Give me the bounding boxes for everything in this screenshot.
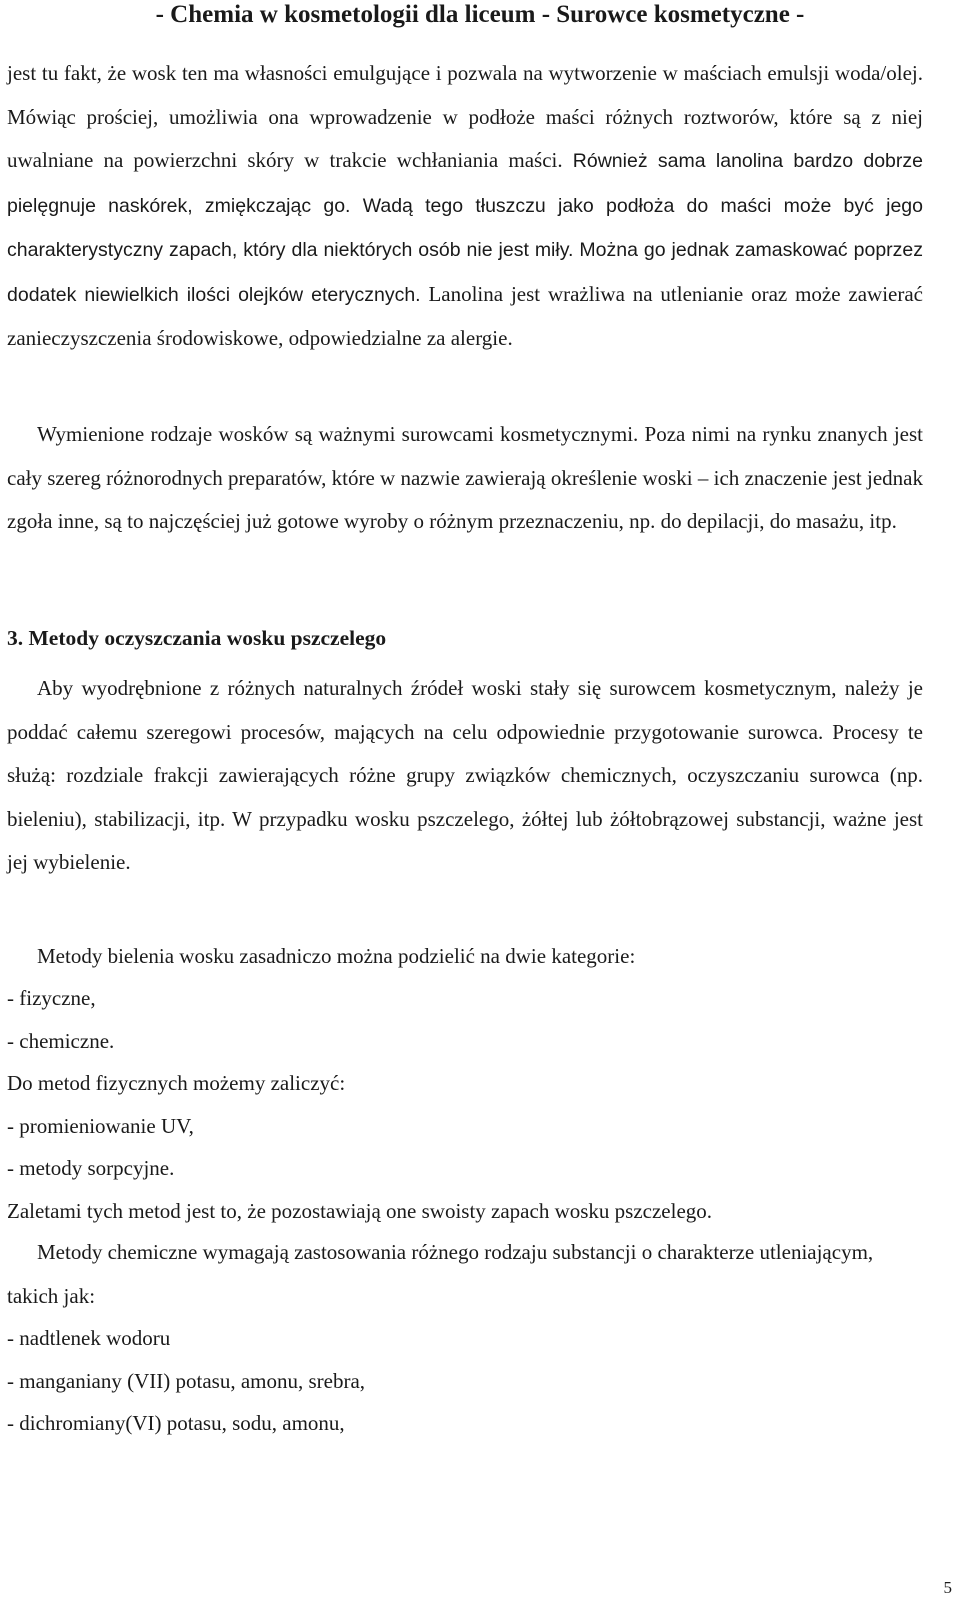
- page-number: 5: [943, 1578, 952, 1597]
- list-item: - nadtlenek wodoru: [7, 1326, 171, 1350]
- section-heading: 3. Metody oczyszczania wosku pszczelego: [7, 626, 387, 650]
- list-item: - dichromiany(VI) potasu, sodu, amonu,: [7, 1411, 345, 1435]
- list-item: - manganiany (VII) potasu, amonu, srebra,: [7, 1369, 366, 1393]
- list-item: - promieniowanie UV,: [7, 1114, 194, 1138]
- list-item: - chemiczne.: [7, 1029, 115, 1053]
- paragraph-lanolina: [7, 52, 923, 361]
- paragraph-lanolina-tail: Lanolina jest wrażliwa na utlenianie oraz może zawierać zanieczyszczenia środowiskowe, odpowiedzialne za alergie.: [7, 281, 923, 350]
- paragraph-lanolina-sans: Również sama lanolina bardzo dobrze pielęgnuje naskórek, zmiękczając go. Wadą tego tłuszczu jako podłoża do maści może być jego charakterystyczny zapach, który dla niektórych osób nie jest miły. Można go jednak zamaskować poprzez dodatek niewielkich ilości olejków eterycznych.: [7, 150, 923, 306]
- paragraph-purification: Aby wyodrębnione z różnych naturalnych źródeł woski stały się surowcem kosmetycznym, należy je poddać całemu szeregowi procesów, mających na celu odpowiednie przygotowanie surowca. Procesy te służą: rozdziale frakcji zawierających różne grupy związków chemicznych, oczyszczaniu surowca (np. bieleniu), stabilizacji, itp. W przypadku wosku pszczelego, żółtej lub żółtobrązowej substancji, ważne jest jej wybielenie.: [7, 676, 923, 874]
- list-item: - metody sorpcyjne.: [7, 1156, 175, 1180]
- paragraph-lanolina-serif: jest tu fakt, że wosk ten ma własności emulgujące i pozwala na wytworzenie w maściach emulsji woda/olej. Mówiąc prościej, umożliwia ona wprowadzenie w podłoże maści różnych roztworów, które są z niej uwalniane na powierzchni skóry w trakcie wchłaniania maści.: [7, 61, 923, 172]
- line-physical-methods: Do metod fizycznych możemy zaliczyć:: [7, 1071, 346, 1095]
- paragraph-chemical-methods: Metody chemiczne wymagają zastosowania różnego rodzaju substancji o charakterze utleniającym, takich jak:: [7, 1240, 874, 1308]
- page-header: - Chemia w kosmetologii dla liceum - Surowce kosmetyczne -: [155, 1, 805, 28]
- list-item: - fizyczne,: [7, 986, 96, 1010]
- paragraph-waxes: Wymienione rodzaje wosków są ważnymi surowcami kosmetycznymi. Poza nimi na rynku znanych jest cały szereg różnorodnych preparatów, które w nazwie zawierają określenie woski – ich znaczenie jest jednak zgoła inne, są to najczęściej już gotowe wyroby o różnym przeznaczeniu, np. do depilacji, do masażu, itp.: [7, 422, 923, 533]
- line-advantages: Zaletami tych metod jest to, że pozostawiają one swoisty zapach wosku pszczelego.: [7, 1199, 713, 1223]
- line-bleaching-categories: Metody bielenia wosku zasadniczo można podzielić na dwie kategorie:: [37, 944, 636, 968]
